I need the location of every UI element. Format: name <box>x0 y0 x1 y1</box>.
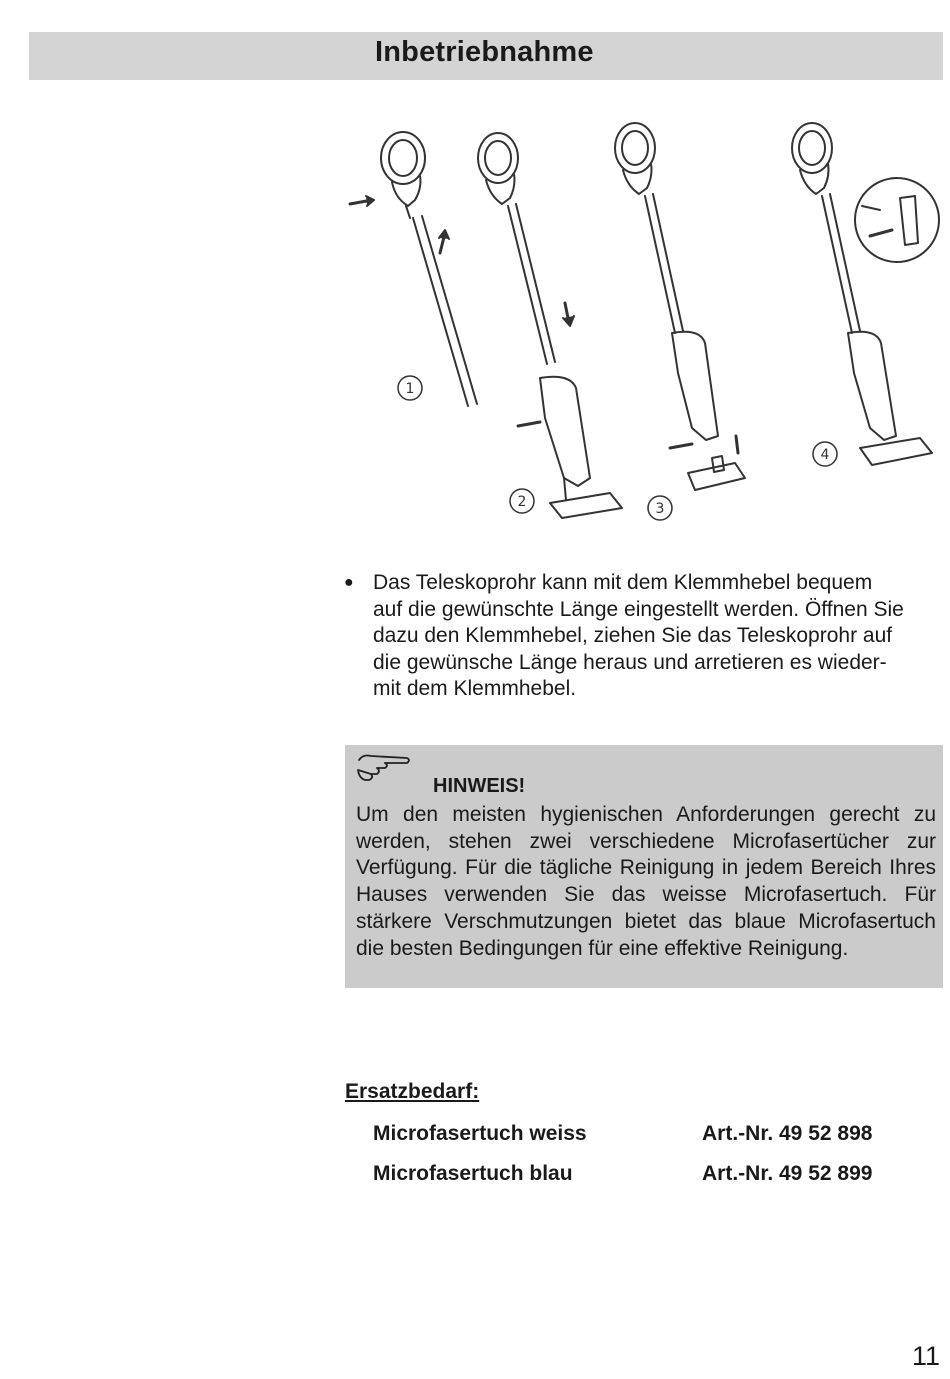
note-box <box>345 745 943 988</box>
assembly-illustration <box>340 118 945 533</box>
step-label-1: 1 <box>405 381 415 397</box>
step-label-4: 4 <box>820 447 830 463</box>
assembly-diagram <box>340 118 945 533</box>
instruction-text: Das Teleskoprohr kann mit dem Klemmhebel bequem auf die gewünschte Länge eingestellt werden. Öffnen Sie dazu den Klemmhebel, ziehen Sie das Teleskoprohr auf die gewünsche Länge heraus und arretieren es wieder- mit dem Klemmhebel. <box>373 571 904 700</box>
spare-part-name: Microfasertuch blau <box>373 1162 573 1185</box>
pointing-hand-icon <box>355 750 413 791</box>
spare-parts-section <box>345 1080 873 1185</box>
spare-part-article: Art.-Nr. 49 52 898 <box>702 1122 873 1145</box>
note-text: Um den meisten hygienischen Anforderungen gerecht zu werden, stehen zwei verschiedene Microfasertücher zur Verfügung. Für die tägliche Reinigung in jedem Bereich Ihres Hauses verwenden Sie das weisse Microfasertuch. Für stärkere Verschmutzungen bietet das blaue Microfasertuch die besten Bedingungen für eine effektive Reinigung. <box>356 803 936 960</box>
page-number: 11 <box>911 1341 940 1371</box>
bullet-icon: ● <box>344 574 354 591</box>
step-3-figure <box>615 123 745 520</box>
spare-parts-title: Ersatzbedarf: <box>345 1080 480 1103</box>
note-title: HINWEIS! <box>433 775 526 797</box>
section-title: Inbetriebnahme <box>375 36 594 68</box>
step-4-figure <box>792 123 939 466</box>
instruction-bullet <box>344 570 944 703</box>
section-header <box>29 32 943 80</box>
step-1-figure <box>350 132 477 406</box>
step-2-figure <box>478 133 622 518</box>
step-label-3: 3 <box>655 501 665 517</box>
spare-part-name: Microfasertuch weiss <box>373 1122 587 1145</box>
spare-part-article: Art.-Nr. 49 52 899 <box>702 1162 873 1185</box>
step-label-2: 2 <box>517 494 527 510</box>
